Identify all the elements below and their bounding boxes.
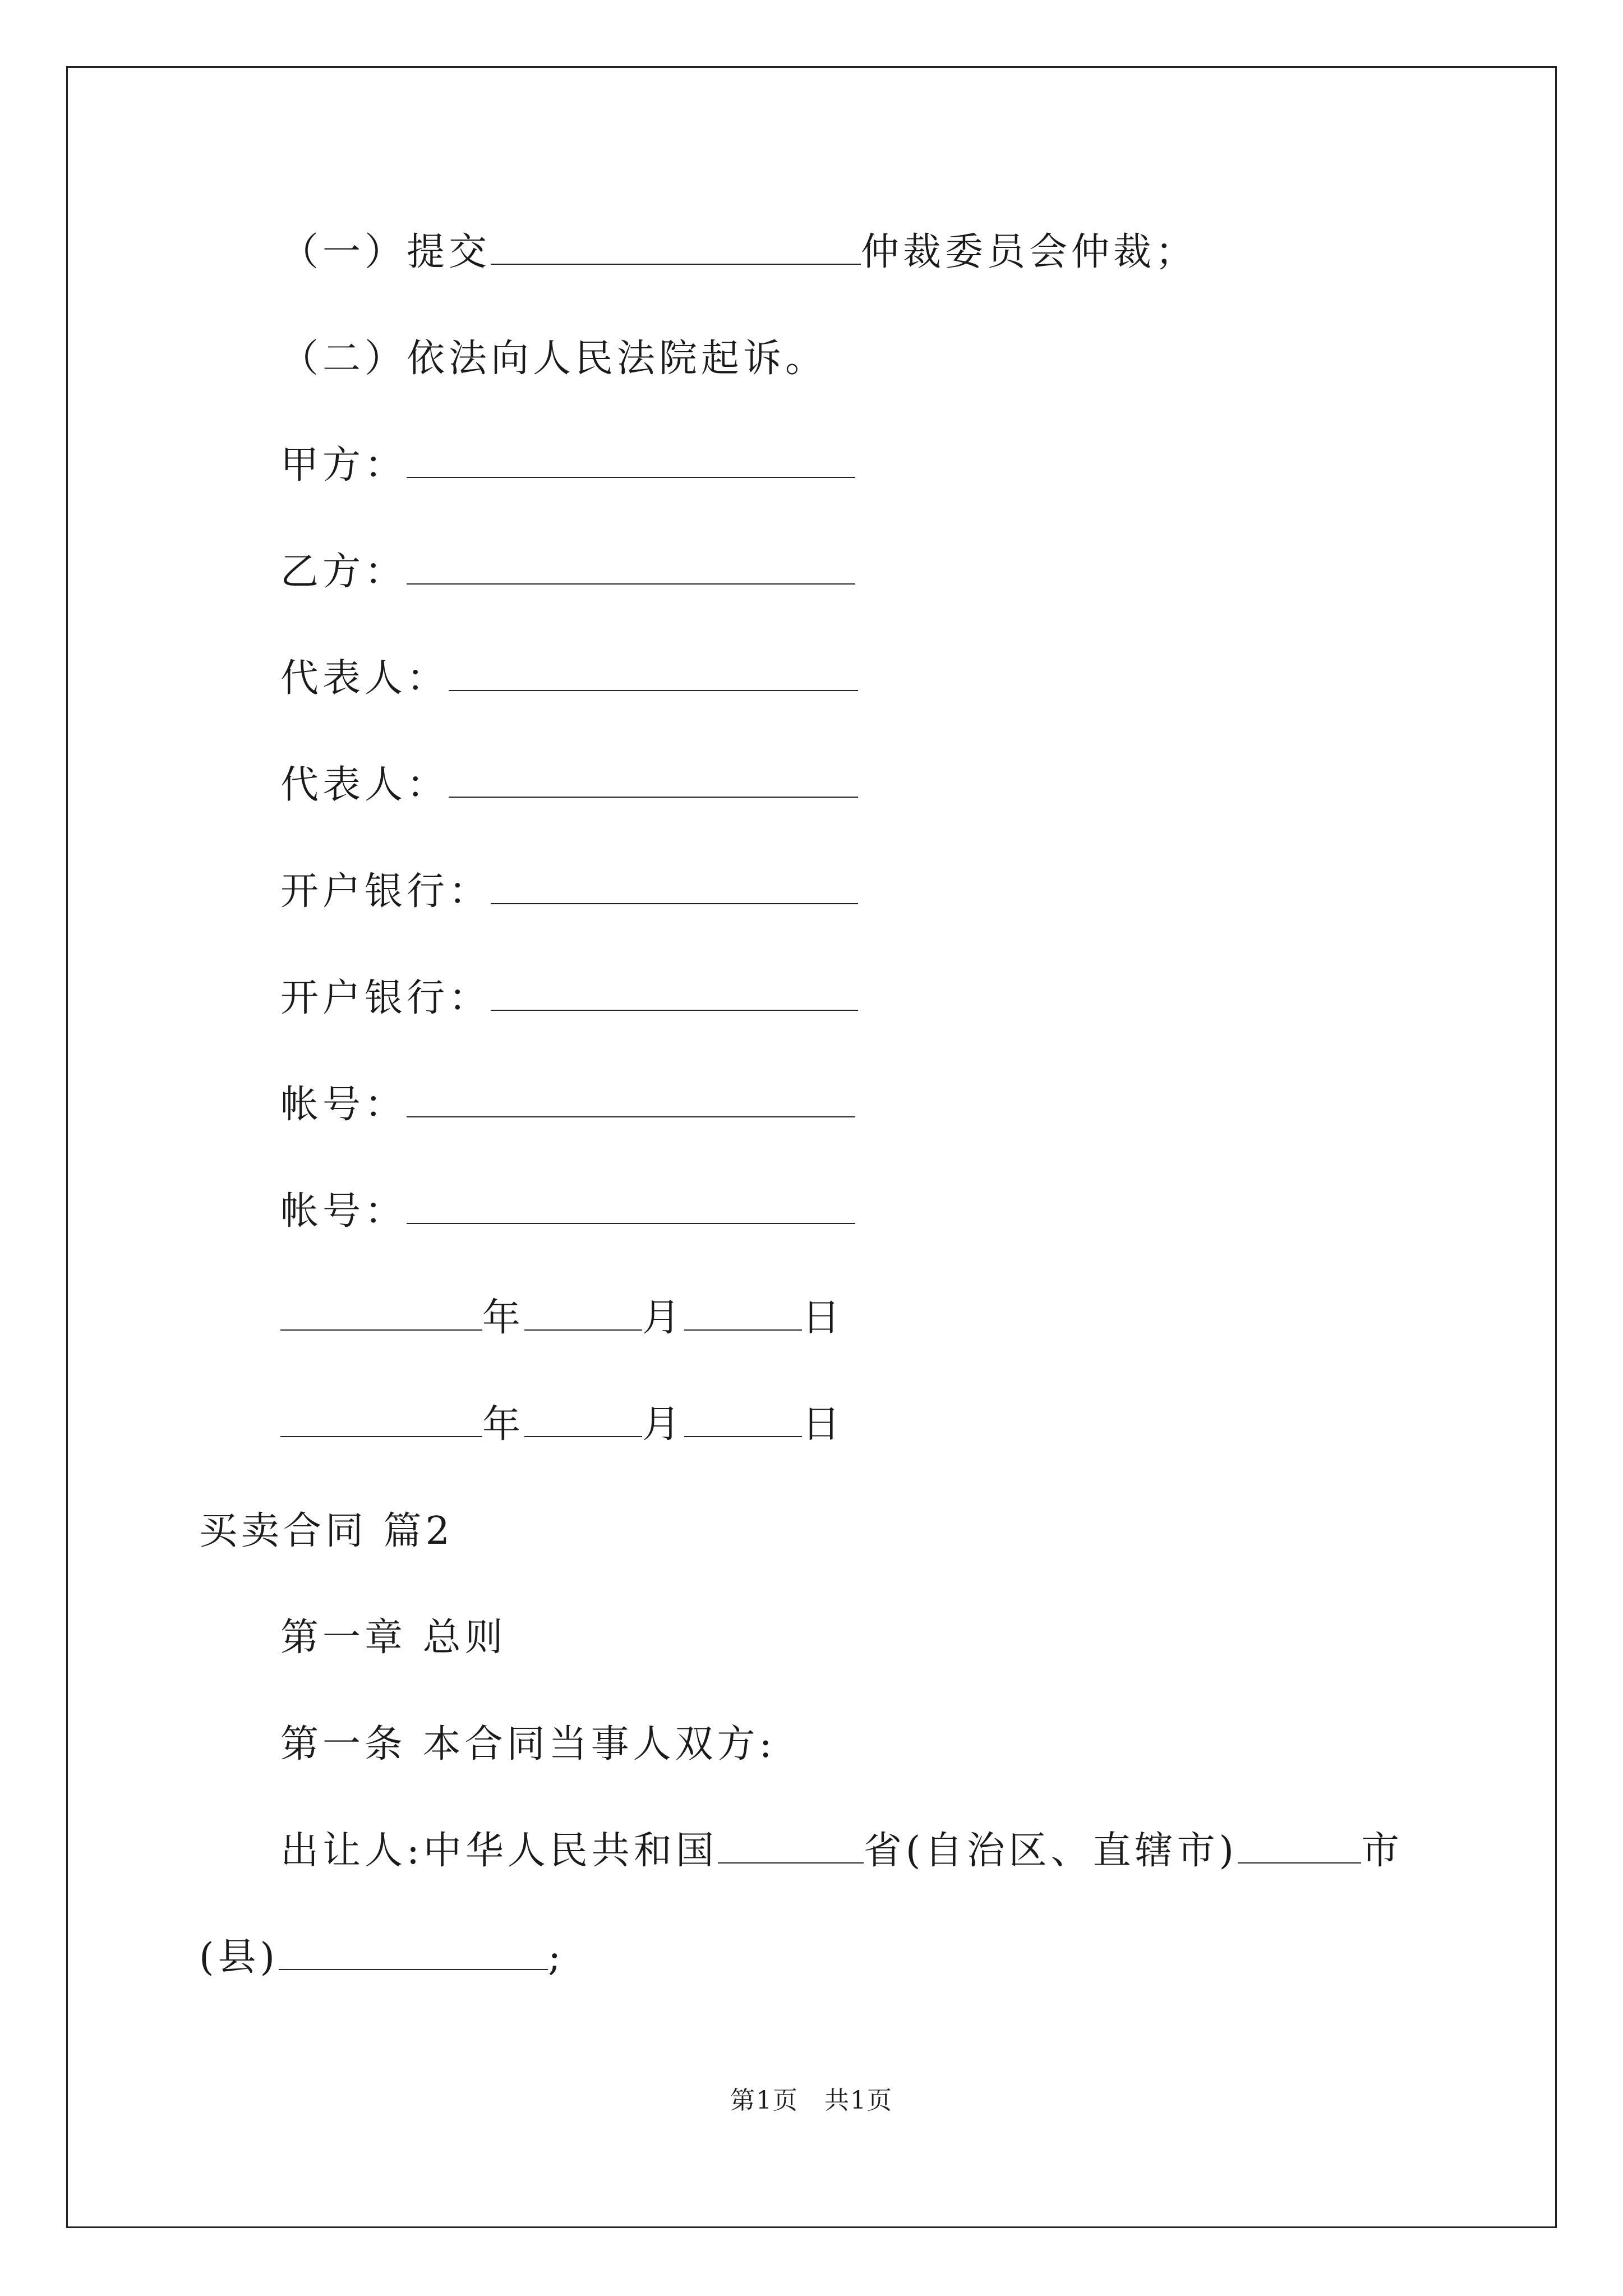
county-suffix: ;	[548, 1935, 565, 1980]
bank-a-row	[280, 864, 858, 920]
date-a-day-blank[interactable]	[684, 1292, 802, 1331]
chapter-heading	[280, 1610, 507, 1666]
party-a-row	[280, 438, 855, 494]
clause-arbitration-suffix: 仲裁委员会仲裁；	[861, 230, 1198, 274]
representative-a-blank[interactable]	[449, 653, 858, 691]
date-b-year-blank[interactable]	[280, 1399, 482, 1437]
bank-a-label: 开户银行：	[280, 869, 491, 914]
chapter-heading-text: 第一章 总则	[280, 1616, 507, 1660]
province-blank[interactable]	[718, 1825, 864, 1864]
representative-b-label: 代表人：	[280, 763, 449, 807]
clause-arbitration-label: （一）提交	[280, 230, 491, 274]
section-heading	[199, 1503, 454, 1559]
arbitration-committee-blank[interactable]	[491, 227, 861, 265]
bank-b-blank[interactable]	[491, 973, 858, 1011]
clause-lawsuit-text: （二）依法向人民法院起诉。	[280, 337, 828, 381]
representative-a-label: 代表人：	[280, 656, 449, 701]
party-b-blank[interactable]	[407, 546, 855, 585]
date-b-year-label: 年	[482, 1402, 525, 1447]
bank-b-label: 开户银行：	[280, 976, 491, 1020]
bank-b-row	[280, 970, 858, 1027]
party-b-row	[280, 544, 855, 600]
province-label: 省(自治区、直辖市)	[863, 1829, 1238, 1873]
account-b-blank[interactable]	[407, 1186, 855, 1224]
date-a-month-blank[interactable]	[524, 1292, 642, 1331]
party-a-blank[interactable]	[407, 440, 855, 478]
date-a-day-label: 日	[802, 1296, 845, 1340]
date-a-year-blank[interactable]	[280, 1292, 482, 1331]
transferor-row	[280, 1823, 1403, 1879]
county-row	[199, 1930, 565, 1986]
county-label: (县)	[199, 1935, 279, 1980]
account-a-blank[interactable]	[407, 1079, 855, 1117]
article-one	[280, 1717, 776, 1773]
representative-b-row	[280, 757, 858, 813]
date-a-month-label: 月	[642, 1296, 685, 1340]
account-b-label: 帐号：	[280, 1189, 407, 1234]
bank-a-blank[interactable]	[491, 866, 858, 904]
city-label: 市	[1361, 1829, 1403, 1873]
representative-b-blank[interactable]	[449, 760, 858, 798]
date-b-day-label: 日	[802, 1402, 845, 1447]
page-frame	[66, 66, 1557, 2228]
account-b-row	[280, 1184, 855, 1240]
date-b-day-blank[interactable]	[684, 1399, 802, 1437]
page-footer: 第1页 共1页	[730, 2086, 893, 2115]
section-heading-text: 买卖合同 篇2	[199, 1509, 454, 1553]
article-one-text: 第一条 本合同当事人双方:	[280, 1722, 776, 1766]
representative-a-row	[280, 651, 858, 707]
date-a-year-label: 年	[482, 1296, 525, 1340]
account-a-label: 帐号：	[280, 1083, 407, 1127]
date-b-row	[280, 1397, 844, 1453]
date-b-month-label: 月	[642, 1402, 685, 1447]
date-b-month-blank[interactable]	[524, 1399, 642, 1437]
date-a-row	[280, 1290, 844, 1346]
clause-lawsuit	[280, 331, 827, 387]
clause-arbitration	[280, 224, 1197, 280]
party-b-label: 乙方：	[280, 550, 407, 594]
account-a-row	[280, 1077, 855, 1133]
transferor-label: 出让人:中华人民共和国	[280, 1829, 718, 1873]
county-blank[interactable]	[279, 1932, 548, 1970]
party-a-label: 甲方：	[280, 443, 407, 487]
city-blank[interactable]	[1238, 1825, 1361, 1864]
